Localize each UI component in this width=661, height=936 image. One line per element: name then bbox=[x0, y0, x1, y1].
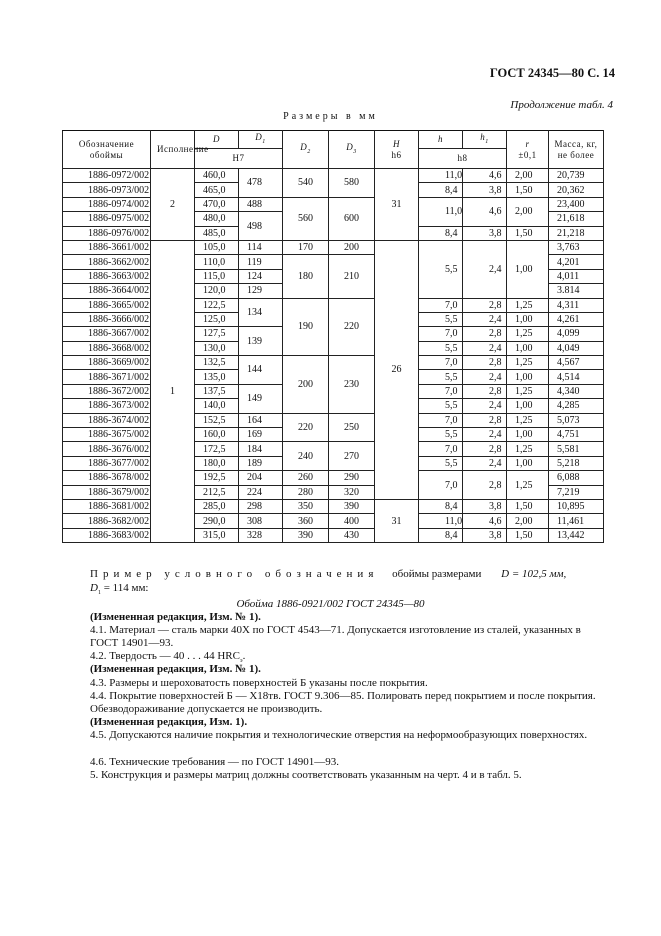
col-r: r ±0,1 bbox=[507, 131, 549, 169]
cell-designation: 1886-3663/002 bbox=[63, 269, 151, 283]
cell-r: 1,25 bbox=[507, 442, 549, 456]
cell-D3: 210 bbox=[329, 255, 375, 298]
cell-designation: 1886-3665/002 bbox=[63, 298, 151, 312]
cell-h1: 3,8 bbox=[463, 226, 507, 240]
clause-4-1: 4.1. Материал — сталь марки 40Х по ГОСТ 4543—71. Допускается изготовление из сталей, указанных в ГОСТ 14901—93. bbox=[90, 624, 581, 649]
cell-D: 172,5 bbox=[195, 442, 239, 456]
cell-D1: 129 bbox=[239, 284, 283, 298]
cell-h: 7,0 bbox=[419, 471, 463, 500]
cell-mass: 10,895 bbox=[549, 499, 604, 513]
cell-mass: 4,751 bbox=[549, 428, 604, 442]
cell-r: 1,50 bbox=[507, 226, 549, 240]
cell-D3: 400 bbox=[329, 514, 375, 528]
cell-designation: 1886-0974/002 bbox=[63, 197, 151, 211]
col-H: H h6 bbox=[375, 131, 419, 169]
col-D2: $D_2$ bbox=[283, 131, 329, 169]
cell-h1: 3,8 bbox=[463, 528, 507, 542]
cell-mass: 4,261 bbox=[549, 312, 604, 326]
cell-r: 1,25 bbox=[507, 298, 549, 312]
col-D1: $D_1$ bbox=[239, 131, 283, 149]
amendment-note-1: (Измененная редакция, Изм. № 1). bbox=[90, 611, 261, 623]
example-d1-line: $D_1 = 114$ мм: bbox=[90, 582, 149, 597]
cell-H: 26 bbox=[375, 240, 419, 499]
cell-D: 137,5 bbox=[195, 384, 239, 398]
clause-4-4: 4.4. Покрытие поверхностей Б — Х18тв. ГОСТ 9.306—85. Полировать перед покрытием и после покрытия. Обезводораживание допускается не производить. bbox=[90, 690, 596, 715]
cell-mass: 3.814 bbox=[549, 284, 604, 298]
cell-D1: 298 bbox=[239, 499, 283, 513]
cell-designation: 1886-3678/002 bbox=[63, 471, 151, 485]
cell-mass: 21,218 bbox=[549, 226, 604, 240]
cell-H: 31 bbox=[375, 499, 419, 542]
cell-h: 11,0 bbox=[419, 514, 463, 528]
col-D3: $D_3$ bbox=[329, 131, 375, 169]
cell-r: 1,00 bbox=[507, 399, 549, 413]
cell-D2: 260 bbox=[283, 471, 329, 485]
cell-execution: 1 bbox=[151, 240, 195, 542]
col-D: D bbox=[195, 131, 239, 149]
cell-h: 7,0 bbox=[419, 384, 463, 398]
cell-D1: 488 bbox=[239, 197, 283, 211]
cell-D3: 270 bbox=[329, 442, 375, 471]
page-header: ГОСТ 24345—80 С. 14 bbox=[489, 66, 615, 80]
cell-h1: 2,4 bbox=[463, 341, 507, 355]
amendment-note-3: (Измененная редакция, Изм. 1). bbox=[90, 716, 248, 728]
cell-designation: 1886-3683/002 bbox=[63, 528, 151, 542]
cell-h1: 2,8 bbox=[463, 327, 507, 341]
cell-designation: 1886-3672/002 bbox=[63, 384, 151, 398]
cell-h: 7,0 bbox=[419, 327, 463, 341]
example-code: Обойма 1886-0921/002 ГОСТ 24345—80 bbox=[236, 598, 425, 610]
cell-D2: 360 bbox=[283, 514, 329, 528]
cell-D3: 600 bbox=[329, 197, 375, 240]
table-row bbox=[63, 499, 604, 513]
cell-D3: 290 bbox=[329, 471, 375, 485]
cell-h1: 2,4 bbox=[463, 428, 507, 442]
cell-D: 160,0 bbox=[195, 428, 239, 442]
cell-h1: 2,8 bbox=[463, 356, 507, 370]
clause-4-2: 4.2. Твердость — 40 . . . 44 $HRC_э$. bbox=[90, 650, 246, 665]
cell-mass: 5,218 bbox=[549, 456, 604, 470]
cell-D: 465,0 bbox=[195, 183, 239, 197]
cell-h: 7,0 bbox=[419, 442, 463, 456]
cell-D: 485,0 bbox=[195, 226, 239, 240]
cell-designation: 1886-3668/002 bbox=[63, 341, 151, 355]
cell-r: 1,50 bbox=[507, 528, 549, 542]
cell-designation: 1886-3667/002 bbox=[63, 327, 151, 341]
cell-D3: 230 bbox=[329, 356, 375, 414]
cell-D2: 350 bbox=[283, 499, 329, 513]
cell-D3: 250 bbox=[329, 413, 375, 442]
cell-h: 5,5 bbox=[419, 399, 463, 413]
cell-D: 122,5 bbox=[195, 298, 239, 312]
cell-D: 110,0 bbox=[195, 255, 239, 269]
cell-D1: 144 bbox=[239, 356, 283, 385]
cell-mass: 20,739 bbox=[549, 169, 604, 183]
cell-designation: 1886-3661/002 bbox=[63, 240, 151, 254]
cell-h1: 2,4 bbox=[463, 399, 507, 413]
cell-designation: 1886-3675/002 bbox=[63, 428, 151, 442]
clause-4-3: 4.3. Размеры и шероховатость поверхностей Б указаны после покрытия. bbox=[90, 677, 428, 689]
cell-mass: 4,340 bbox=[549, 384, 604, 398]
cell-mass: 4,567 bbox=[549, 356, 604, 370]
cell-D: 290,0 bbox=[195, 514, 239, 528]
cell-designation: 1886-3682/002 bbox=[63, 514, 151, 528]
cell-h: 7,0 bbox=[419, 356, 463, 370]
cell-h: 5,5 bbox=[419, 370, 463, 384]
cell-D1: 328 bbox=[239, 528, 283, 542]
example-lead: Пример условного обозначения bbox=[90, 568, 379, 580]
cell-mass: 23,400 bbox=[549, 197, 604, 211]
table-body bbox=[63, 169, 604, 543]
sizes-caption: Размеры в мм bbox=[283, 111, 378, 122]
cell-h: 5,5 bbox=[419, 240, 463, 298]
cell-r: 1,25 bbox=[507, 327, 549, 341]
col-designation: Обозначение обоймы bbox=[63, 131, 151, 169]
cell-h1: 2,4 bbox=[463, 312, 507, 326]
cell-mass: 7,219 bbox=[549, 485, 604, 499]
cell-D2: 540 bbox=[283, 169, 329, 198]
cell-h1: 2,8 bbox=[463, 298, 507, 312]
cell-r: 1,25 bbox=[507, 384, 549, 398]
cell-r: 1,25 bbox=[507, 356, 549, 370]
table-row bbox=[63, 298, 604, 312]
cell-h1: 2,8 bbox=[463, 413, 507, 427]
cell-r: 2,00 bbox=[507, 169, 549, 183]
cell-r: 1,00 bbox=[507, 240, 549, 298]
table-row bbox=[63, 514, 604, 528]
cell-D: 130,0 bbox=[195, 341, 239, 355]
cell-D: 135,0 bbox=[195, 370, 239, 384]
cell-designation: 1886-3677/002 bbox=[63, 456, 151, 470]
cell-mass: 5,073 bbox=[549, 413, 604, 427]
cell-h: 8,4 bbox=[419, 528, 463, 542]
cell-mass: 11,461 bbox=[549, 514, 604, 528]
cell-designation: 1886-3669/002 bbox=[63, 356, 151, 370]
cell-D3: 200 bbox=[329, 240, 375, 254]
cell-D2: 560 bbox=[283, 197, 329, 240]
cell-h: 8,4 bbox=[419, 183, 463, 197]
cell-h: 7,0 bbox=[419, 298, 463, 312]
cell-D1: 124 bbox=[239, 269, 283, 283]
cell-h: 8,4 bbox=[419, 499, 463, 513]
example-line bbox=[90, 568, 610, 581]
cell-D2: 280 bbox=[283, 485, 329, 499]
cell-D1: 478 bbox=[239, 169, 283, 198]
cell-r: 1,00 bbox=[507, 456, 549, 470]
cell-designation: 1886-3671/002 bbox=[63, 370, 151, 384]
cell-h1: 2,4 bbox=[463, 370, 507, 384]
cell-D1: 189 bbox=[239, 456, 283, 470]
cell-D: 115,0 bbox=[195, 269, 239, 283]
clause-4-6: 4.6. Технические требования — по ГОСТ 14901—93. bbox=[90, 756, 340, 768]
cell-D3: 320 bbox=[329, 485, 375, 499]
cell-designation: 1886-0975/002 bbox=[63, 212, 151, 226]
cell-r: 2,00 bbox=[507, 514, 549, 528]
cell-D: 470,0 bbox=[195, 197, 239, 211]
cell-designation: 1886-0972/002 bbox=[63, 169, 151, 183]
table-row bbox=[63, 442, 604, 456]
cell-h: 5,5 bbox=[419, 312, 463, 326]
cell-D: 127,5 bbox=[195, 327, 239, 341]
table-row bbox=[63, 528, 604, 542]
cell-D1: 224 bbox=[239, 485, 283, 499]
cell-r: 2,00 bbox=[507, 197, 549, 226]
table-row bbox=[63, 197, 604, 211]
cell-D1: 169 bbox=[239, 428, 283, 442]
cell-designation: 1886-3681/002 bbox=[63, 499, 151, 513]
cell-D2: 170 bbox=[283, 240, 329, 254]
cell-D1: 184 bbox=[239, 442, 283, 456]
cell-D2: 180 bbox=[283, 255, 329, 298]
cell-designation: 1886-0976/002 bbox=[63, 226, 151, 240]
cell-D3: 430 bbox=[329, 528, 375, 542]
cell-h: 5,5 bbox=[419, 341, 463, 355]
cell-designation: 1886-3679/002 bbox=[63, 485, 151, 499]
cell-D: 152,5 bbox=[195, 413, 239, 427]
tol-H7: H7 bbox=[195, 149, 283, 169]
cell-D: 180,0 bbox=[195, 456, 239, 470]
cell-D2: 390 bbox=[283, 528, 329, 542]
cell-D2: 200 bbox=[283, 356, 329, 414]
cell-mass: 4,311 bbox=[549, 298, 604, 312]
cell-h1: 2,4 bbox=[463, 240, 507, 298]
cell-mass: 21,618 bbox=[549, 212, 604, 226]
cell-h1: 2,8 bbox=[463, 442, 507, 456]
cell-D3: 580 bbox=[329, 169, 375, 198]
cell-r: 1,00 bbox=[507, 341, 549, 355]
clause-4-5: 4.5. Допускаются наличие покрытия и технологические отверстия на неформообразующих поверхностях. bbox=[90, 729, 588, 741]
cell-D3: 220 bbox=[329, 298, 375, 356]
cell-r: 1,50 bbox=[507, 499, 549, 513]
cell-h1: 4,6 bbox=[463, 197, 507, 226]
cell-D1: 164 bbox=[239, 413, 283, 427]
cell-h1: 4,6 bbox=[463, 514, 507, 528]
cell-D: 460,0 bbox=[195, 169, 239, 183]
cell-mass: 4,011 bbox=[549, 269, 604, 283]
cell-D: 212,5 bbox=[195, 485, 239, 499]
cell-mass: 3,763 bbox=[549, 240, 604, 254]
cell-D1: 498 bbox=[239, 212, 283, 241]
clause-5: 5. Конструкция и размеры матриц должны соответствовать указанным на черт. 4 и в табл. 5. bbox=[90, 769, 522, 781]
cell-H: 31 bbox=[375, 169, 419, 241]
cell-D2: 190 bbox=[283, 298, 329, 356]
cell-h1: 3,8 bbox=[463, 499, 507, 513]
cell-D1: 119 bbox=[239, 255, 283, 269]
cell-D1: 308 bbox=[239, 514, 283, 528]
cell-h: 7,0 bbox=[419, 413, 463, 427]
cell-h: 5,5 bbox=[419, 428, 463, 442]
cell-D1: 204 bbox=[239, 471, 283, 485]
cell-D: 480,0 bbox=[195, 212, 239, 226]
cell-r: 1,25 bbox=[507, 471, 549, 500]
cell-D: 315,0 bbox=[195, 528, 239, 542]
cell-designation: 1886-3673/002 bbox=[63, 399, 151, 413]
table-continuation-note: Продолжение табл. 4 bbox=[510, 99, 613, 111]
cell-h1: 3,8 bbox=[463, 183, 507, 197]
cell-D: 285,0 bbox=[195, 499, 239, 513]
cell-D: 120,0 bbox=[195, 284, 239, 298]
table-row bbox=[63, 240, 604, 254]
cell-h1: 2,4 bbox=[463, 456, 507, 470]
cell-D: 140,0 bbox=[195, 399, 239, 413]
cell-mass: 4,514 bbox=[549, 370, 604, 384]
cell-r: 1,00 bbox=[507, 428, 549, 442]
cell-D1: 114 bbox=[239, 240, 283, 254]
cell-h1: 2,8 bbox=[463, 384, 507, 398]
cell-h: 11,0 bbox=[419, 197, 463, 226]
cell-mass: 4,285 bbox=[549, 399, 604, 413]
cell-D2: 220 bbox=[283, 413, 329, 442]
cell-mass: 13,442 bbox=[549, 528, 604, 542]
cell-mass: 4,049 bbox=[549, 341, 604, 355]
cell-D: 105,0 bbox=[195, 240, 239, 254]
table-row bbox=[63, 356, 604, 370]
cell-mass: 20,362 bbox=[549, 183, 604, 197]
cell-D: 132,5 bbox=[195, 356, 239, 370]
dimensions-table bbox=[62, 130, 604, 543]
example-d: D = 102,5 мм, bbox=[501, 568, 567, 580]
cell-r: 1,25 bbox=[507, 413, 549, 427]
cell-designation: 1886-3664/002 bbox=[63, 284, 151, 298]
cell-D1: 139 bbox=[239, 327, 283, 356]
cell-h1: 2,8 bbox=[463, 471, 507, 500]
cell-mass: 4,201 bbox=[549, 255, 604, 269]
cell-designation: 1886-3676/002 bbox=[63, 442, 151, 456]
cell-D: 125,0 bbox=[195, 312, 239, 326]
cell-r: 1,00 bbox=[507, 312, 549, 326]
cell-D1: 134 bbox=[239, 298, 283, 327]
example-tail: обоймы размерами bbox=[392, 568, 482, 580]
col-mass: Масса, кг, не более bbox=[549, 131, 604, 169]
cell-r: 1,50 bbox=[507, 183, 549, 197]
tol-h8: h8 bbox=[419, 149, 507, 169]
cell-D: 192,5 bbox=[195, 471, 239, 485]
table-row bbox=[63, 169, 604, 183]
cell-h: 8,4 bbox=[419, 226, 463, 240]
cell-D3: 390 bbox=[329, 499, 375, 513]
table-row bbox=[63, 471, 604, 485]
cell-D2: 240 bbox=[283, 442, 329, 471]
cell-mass: 6,088 bbox=[549, 471, 604, 485]
cell-D1: 149 bbox=[239, 384, 283, 413]
cell-mass: 4,099 bbox=[549, 327, 604, 341]
cell-designation: 1886-3674/002 bbox=[63, 413, 151, 427]
amendment-note-2: (Измененная редакция, Изм. № 1). bbox=[90, 663, 261, 675]
col-h1: $h_1$ bbox=[463, 131, 507, 149]
cell-designation: 1886-3662/002 bbox=[63, 255, 151, 269]
cell-execution: 2 bbox=[151, 169, 195, 241]
col-execution: Исполнение bbox=[151, 131, 195, 169]
cell-h: 5,5 bbox=[419, 456, 463, 470]
cell-h: 11,0 bbox=[419, 169, 463, 183]
cell-r: 1,00 bbox=[507, 370, 549, 384]
col-h: h bbox=[419, 131, 463, 149]
cell-designation: 1886-0973/002 bbox=[63, 183, 151, 197]
cell-mass: 5,581 bbox=[549, 442, 604, 456]
table-row bbox=[63, 413, 604, 427]
cell-h1: 4,6 bbox=[463, 169, 507, 183]
cell-designation: 1886-3666/002 bbox=[63, 312, 151, 326]
